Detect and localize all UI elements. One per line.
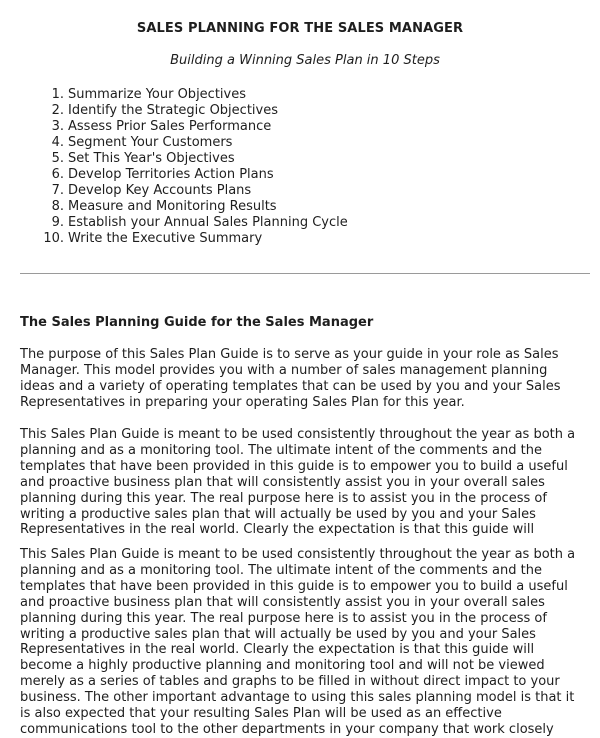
step-number: 9. [51, 215, 64, 230]
step-number: 6. [51, 167, 64, 182]
step-number: 1. [51, 87, 64, 102]
paragraph-line: business. The other important advantage to using this sales planning model is that it [20, 690, 575, 706]
paragraph-line: writing a productive sales plan that will actually be used by you and your Sales [20, 506, 536, 522]
paragraph-line: This Sales Plan Guide is meant to be used consistently throughout the year as both a [20, 547, 576, 562]
step-number: 3. [51, 119, 64, 134]
list-item [20, 87, 348, 103]
paragraph-line: This Sales Plan Guide is meant to be used consistently throughout the year as both a [20, 427, 576, 442]
list-item [20, 231, 348, 247]
list-item [20, 215, 348, 231]
step-number: 10. [43, 231, 64, 246]
document-subtitle: Building a Winning Sales Plan in 10 Steps [170, 53, 440, 68]
paragraph-line: The purpose of this Sales Plan Guide is to serve as your guide in your role as Sales [20, 347, 559, 362]
step-text: Set This Year's Objectives [68, 151, 235, 166]
paragraph-line: templates that have been provided in this guide is to empower you to build a useful [20, 458, 568, 474]
step-text: Identify the Strategic Objectives [68, 103, 278, 118]
list-item [20, 103, 348, 119]
list-item [20, 183, 348, 199]
step-text: Measure and Monitoring Results [68, 199, 277, 214]
paragraph-line: is also expected that your resulting Sales Plan will be used as an effective [20, 706, 502, 722]
step-number: 4. [51, 135, 64, 150]
step-text: Develop Territories Action Plans [68, 167, 274, 182]
paragraph-purpose [20, 347, 598, 411]
paragraph-line: Representatives in preparing your operating Sales Plan for this year. [20, 394, 465, 410]
paragraph-line: writing a productive sales plan that will actually be used by you and your Sales [20, 626, 536, 642]
paragraph-usage [20, 427, 598, 538]
paragraph-line: Representatives in the real world. Clearly the expectation is that this guide will [20, 642, 535, 658]
section-heading: The Sales Planning Guide for the Sales Manager [20, 315, 374, 330]
step-text: Assess Prior Sales Performance [68, 119, 272, 134]
paragraph-line: planning during this year. The real purpose here is to assist you in the process of [20, 490, 547, 506]
list-item [20, 167, 348, 183]
list-item [20, 199, 348, 215]
step-number: 8. [51, 199, 64, 214]
step-number: 5. [51, 151, 64, 166]
section-divider [20, 273, 590, 274]
paragraph-line: and proactive business plan that will consistently assist you in your overall sales [20, 594, 545, 610]
paragraph-line: and proactive business plan that will consistently assist you in your overall sales [20, 474, 545, 490]
list-item [20, 119, 348, 135]
paragraph-line: planning during this year. The real purpose here is to assist you in the process of [20, 610, 547, 626]
paragraph-line: ideas and a variety of operating templates that can be used by you and your Sales [20, 378, 561, 394]
paragraph-line: templates that have been provided in this guide is to empower you to build a useful [20, 578, 568, 594]
step-number: 7. [51, 183, 64, 198]
step-text: Develop Key Accounts Plans [68, 183, 252, 198]
paragraph-line: planning and as a monitoring tool. The ultimate intent of the comments and the [20, 562, 542, 578]
paragraph-line: planning and as a monitoring tool. The ultimate intent of the comments and the [20, 442, 542, 458]
document-title: SALES PLANNING FOR THE SALES MANAGER [136, 21, 464, 36]
list-item [20, 151, 348, 167]
paragraph-line: become a highly productive planning and monitoring tool and will not be viewed [20, 658, 545, 674]
step-number: 2. [51, 103, 64, 118]
paragraph-line: Representatives in the real world. Clearly the expectation is that this guide will [20, 522, 535, 538]
step-text: Segment Your Customers [68, 135, 233, 150]
step-text: Establish your Annual Sales Planning Cycle [68, 215, 348, 230]
step-text: Write the Executive Summary [68, 231, 263, 246]
paragraph-line: Manager. This model provides you with a number of sales management planning [20, 362, 548, 378]
list-item [20, 135, 348, 151]
paragraph-line: merely as a series of tables and graphs to be filled in without direct impact to your [20, 674, 560, 690]
steps-list [20, 87, 348, 247]
step-text: Summarize Your Objectives [68, 87, 246, 102]
paragraph-line: communications tool to the other departments in your company that work closely [20, 721, 554, 737]
paragraph-usage-extended [20, 547, 598, 738]
